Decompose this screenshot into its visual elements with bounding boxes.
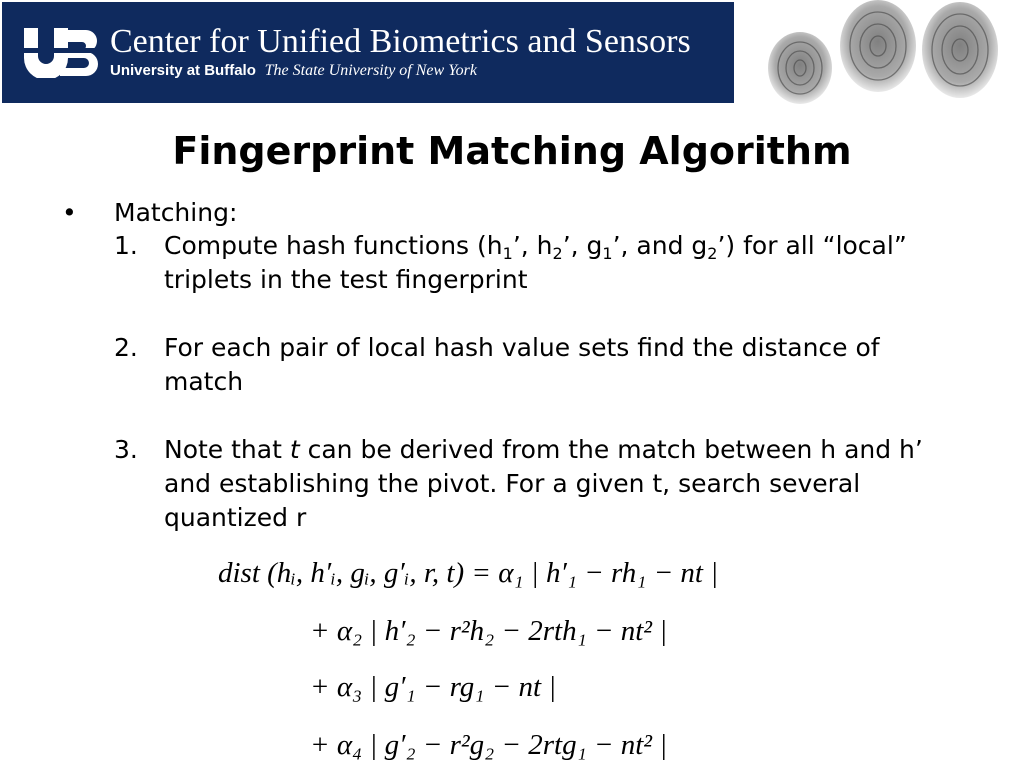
suny-name: The State University of New York <box>264 62 477 79</box>
distance-formula <box>214 548 784 768</box>
fingerprints-image <box>760 0 1024 105</box>
formula-line-4: + α₄ | g′₂ − r²g₂ − 2rtg₁ − nt² | <box>310 729 668 761</box>
university-name: University at Buffalo <box>110 62 256 79</box>
fingerprint-icon <box>922 2 998 98</box>
banner-title: Center for Unified Biometrics and Sensors <box>110 23 691 60</box>
step-number: 1. <box>114 231 138 260</box>
bullet-marker: • <box>62 198 77 227</box>
formula-line-1: dist (hᵢ, h′ᵢ, gᵢ, g′ᵢ, r, t) = α₁ | h′₁ − rh₁ − nt | <box>218 557 719 589</box>
formula-line-2: + α₂ | h′₂ − r²h₂ − 2rth₁ − nt² | <box>310 615 668 647</box>
ub-logo-icon <box>20 24 108 78</box>
banner-subtitle <box>110 60 477 81</box>
header-banner <box>2 2 734 103</box>
step-number: 2. <box>114 333 138 362</box>
step-text: Compute hash functions ($h_1$’, $h_2$’, $g_1$’, and $g_2$’) for all “local” triplets in the test fingerprint <box>164 231 907 294</box>
step-text: Note that t can be derived from the match between h and h’ and establishing the pivot. For a given t, search several quantized r <box>164 435 923 532</box>
step-text: For each pair of local hash value sets find the distance of match <box>164 333 880 396</box>
fingerprint-icon <box>768 32 832 104</box>
step-number: 3. <box>114 435 138 464</box>
fingerprint-icon <box>840 0 916 92</box>
formula-line-3: + α₃ | g′₁ − rg₁ − nt | <box>310 671 557 703</box>
bullet-label: Matching: <box>114 198 238 227</box>
slide-title: Fingerprint Matching Algorithm <box>172 129 852 173</box>
